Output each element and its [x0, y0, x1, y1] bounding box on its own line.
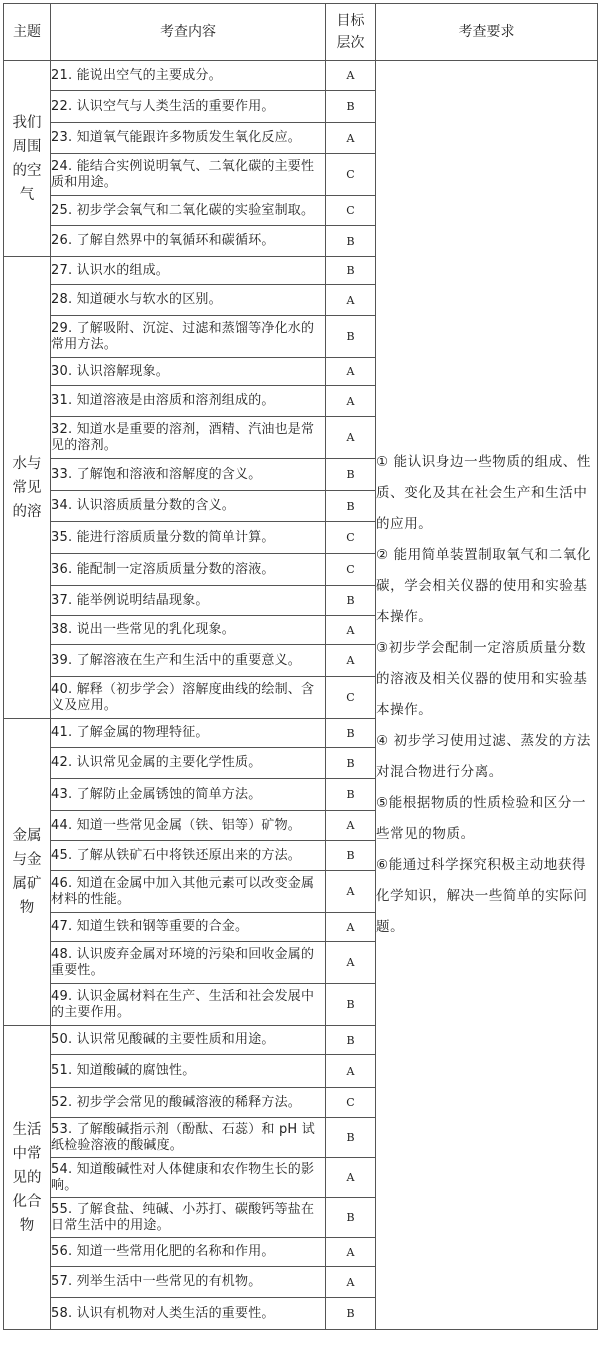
topic-line: 与金: [12, 852, 42, 868]
content-cell: 36. 能配制一定溶质质量分数的溶液。: [51, 554, 326, 586]
content-cell: 48. 认识废弃金属对环境的污染和回收金属的重要性。: [51, 942, 326, 984]
topic-line: 物: [19, 1217, 35, 1234]
content-cell: 37. 能举例说明结晶现象。: [51, 586, 326, 616]
content-cell: 24. 能结合实例说明氧气、二氧化碳的主要性质和用途。: [51, 154, 326, 196]
header-level: 目标 层次: [326, 4, 376, 61]
topic-line: 见的: [12, 1169, 42, 1186]
requirement-item: ④ 初步学习使用过滤、蒸发的方法对混合物进行分离。: [376, 733, 591, 780]
topic-line: 周围: [12, 138, 42, 155]
level-cell: B: [326, 984, 376, 1026]
topic-line: 常见: [12, 479, 42, 496]
content-cell: 21. 能说出空气的主要成分。: [51, 61, 326, 91]
level-cell: C: [326, 1088, 376, 1118]
content-cell: 50. 认识常见酸碱的主要性质和用途。: [51, 1026, 326, 1055]
content-cell: 47. 知道生铁和钢等重要的合金。: [51, 913, 326, 942]
requirement-item: ⑤能根据物质的性质检验和区分一些常见的物质。: [376, 795, 587, 842]
level-cell: A: [326, 285, 376, 316]
content-cell: 38. 说出一些常见的乳化现象。: [51, 616, 326, 645]
level-cell: A: [326, 811, 376, 841]
content-cell: 41. 了解金属的物理特征。: [51, 719, 326, 748]
table-row: [4, 61, 598, 91]
content-cell: 49. 认识金属材料在生产、生活和社会发展中的主要作用。: [51, 984, 326, 1026]
level-cell: A: [326, 1267, 376, 1298]
level-cell: A: [326, 942, 376, 984]
content-cell: 23. 知道氧气能跟许多物质发生氧化反应。: [51, 123, 326, 154]
content-cell: 39. 了解溶液在生产和生活中的重要意义。: [51, 645, 326, 677]
content-cell: 58. 认识有机物对人类生活的重要性。: [51, 1298, 326, 1330]
level-cell: A: [326, 1158, 376, 1198]
level-cell: B: [326, 1198, 376, 1238]
content-cell: 55. 了解食盐、纯碱、小苏打、碳酸钙等盐在日常生活中的用途。: [51, 1198, 326, 1238]
requirement-item: ② 能用简单装置制取氧气和二氧化碳，学会相关仪器的使用和实验基本操作。: [376, 547, 591, 625]
level-cell: A: [326, 616, 376, 645]
topic-line: 化合: [12, 1193, 42, 1210]
curriculum-table: [3, 3, 598, 1330]
content-cell: 34. 认识溶质质量分数的含义。: [51, 491, 326, 522]
level-cell: B: [326, 719, 376, 748]
content-cell: 33. 了解饱和溶液和溶解度的含义。: [51, 459, 326, 491]
level-cell: C: [326, 196, 376, 226]
level-cell: B: [326, 586, 376, 616]
topic-cell: [4, 1026, 51, 1330]
requirement-item: ③初步学会配制一定溶质质量分数的溶液及相关仪器的使用和实验基本操作。: [376, 640, 588, 718]
topic-line: 水与: [12, 455, 42, 472]
level-cell: B: [326, 91, 376, 123]
topic-cell: [4, 257, 51, 719]
level-cell: A: [326, 1238, 376, 1267]
content-cell: 31. 知道溶液是由溶质和溶剂组成的。: [51, 386, 326, 417]
content-cell: 42. 认识常见金属的主要化学性质。: [51, 748, 326, 779]
content-cell: 26. 了解自然界中的氧循环和碳循环。: [51, 226, 326, 257]
level-cell: B: [326, 316, 376, 358]
level-cell: B: [326, 748, 376, 779]
content-cell: 35. 能进行溶质质量分数的简单计算。: [51, 522, 326, 554]
topic-cell: [4, 61, 51, 257]
level-cell: A: [326, 417, 376, 459]
topic-line: 属矿: [12, 876, 42, 892]
content-cell: 54. 知道酸碱性对人体健康和农作物生长的影响。: [51, 1158, 326, 1198]
content-cell: 30. 认识溶解现象。: [51, 358, 326, 386]
header-topic: 主题: [4, 4, 51, 61]
level-cell: A: [326, 123, 376, 154]
level-cell: B: [326, 779, 376, 811]
topic-line: 气: [19, 186, 35, 203]
topic-cell: [4, 719, 51, 1026]
topic-line: 物: [19, 900, 35, 916]
level-cell: B: [326, 226, 376, 257]
level-cell: A: [326, 61, 376, 91]
level-cell: A: [326, 358, 376, 386]
requirement-item: ⑥能通过科学探究积极主动地获得化学知识，解决一些简单的实际问题。: [376, 857, 588, 935]
topic-line: 的空: [12, 162, 42, 179]
content-cell: 27. 认识水的组成。: [51, 257, 326, 285]
level-cell: B: [326, 1298, 376, 1330]
topic-line: 金属: [12, 828, 42, 844]
level-cell: A: [326, 871, 376, 913]
topic-line: 的溶: [12, 503, 42, 520]
level-cell: A: [326, 645, 376, 677]
level-cell: B: [326, 491, 376, 522]
content-cell: 25. 初步学会氧气和二氧化碳的实验室制取。: [51, 196, 326, 226]
content-cell: 52. 初步学会常见的酸碱溶液的稀释方法。: [51, 1088, 326, 1118]
content-cell: 28. 知道硬水与软水的区别。: [51, 285, 326, 316]
content-cell: 44. 知道一些常见金属（铁、铝等）矿物。: [51, 811, 326, 841]
content-cell: 29. 了解吸附、沉淀、过滤和蒸馏等净化水的常用方法。: [51, 316, 326, 358]
level-cell: C: [326, 154, 376, 196]
level-cell: C: [326, 677, 376, 719]
content-cell: 32. 知道水是重要的溶剂，酒精、汽油也是常见的溶剂。: [51, 417, 326, 459]
content-cell: 51. 知道酸碱的腐蚀性。: [51, 1055, 326, 1088]
level-cell: A: [326, 386, 376, 417]
topic-line: 中常: [12, 1145, 42, 1162]
header-row: [4, 4, 598, 61]
header-requirements: 考查要求: [376, 4, 598, 61]
level-cell: B: [326, 257, 376, 285]
level-cell: C: [326, 522, 376, 554]
content-cell: 57. 列举生活中一些常见的有机物。: [51, 1267, 326, 1298]
content-cell: 43. 了解防止金属锈蚀的简单方法。: [51, 779, 326, 811]
content-cell: 53. 了解酸碱指示剂（酚酞、石蕊）和 pH 试纸检验溶液的酸碱度。: [51, 1118, 326, 1158]
level-cell: B: [326, 1026, 376, 1055]
topic-line: 生活: [12, 1121, 42, 1138]
level-cell: B: [326, 1118, 376, 1158]
requirements-cell: [376, 61, 598, 1330]
topic-line: 我们: [12, 114, 42, 131]
content-cell: 45. 了解从铁矿石中将铁还原出来的方法。: [51, 841, 326, 871]
header-content: 考查内容: [51, 4, 326, 61]
content-cell: 40. 解释（初步学会）溶解度曲线的绘制、含义及应用。: [51, 677, 326, 719]
content-cell: 56. 知道一些常用化肥的名称和作用。: [51, 1238, 326, 1267]
requirement-item: ① 能认识身边一些物质的组成、性质、变化及其在社会生产和生活中的应用。: [376, 454, 591, 532]
level-cell: B: [326, 459, 376, 491]
level-cell: A: [326, 1055, 376, 1088]
level-cell: C: [326, 554, 376, 586]
level-cell: B: [326, 841, 376, 871]
content-cell: 46. 知道在金属中加入其他元素可以改变金属材料的性能。: [51, 871, 326, 913]
content-cell: 22. 认识空气与人类生活的重要作用。: [51, 91, 326, 123]
level-cell: A: [326, 913, 376, 942]
